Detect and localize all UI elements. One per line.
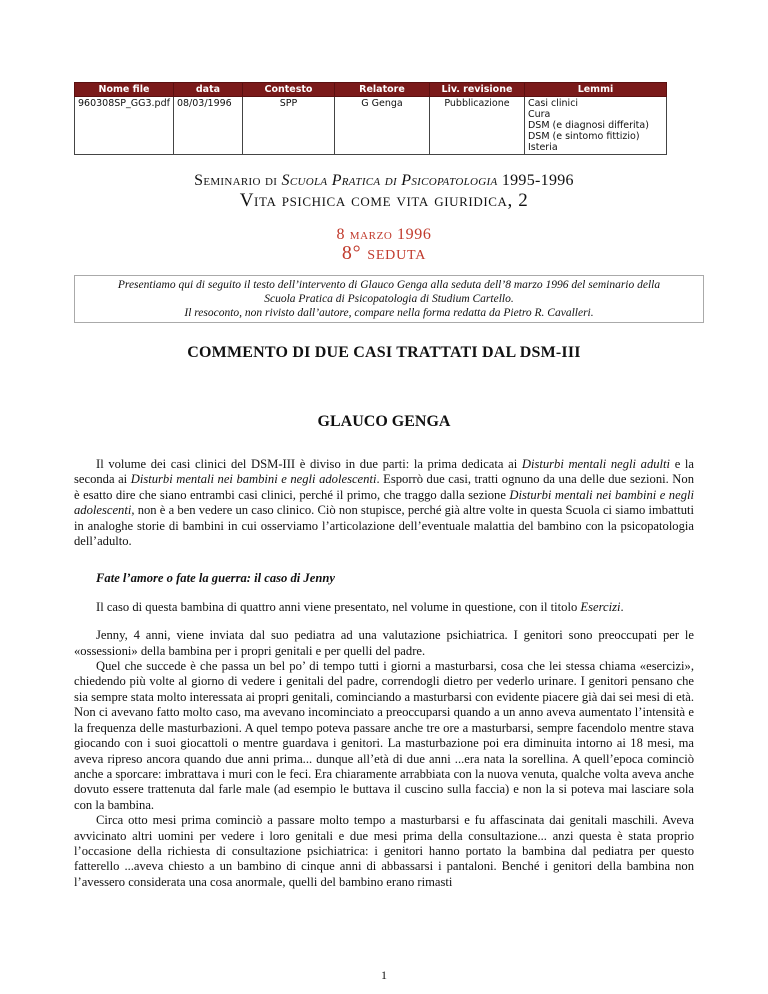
lemma-item: DSM (e diagnosi differita)	[527, 120, 649, 131]
value-data: 08/03/1996	[173, 97, 242, 155]
paragraph: Circa otto mesi prima cominciò a passare molto tempo a masturbarsi e fu affascinata dai genitali maschili. Aveva avvicinato altri uomini per vedere i loro genitali e due mesi prima della consultazione... anzi questa è stata proprio l’occasione della richiesta di consultazione psichiatrica: i genitori hanno portato la bambina dal pediatra per questo fatterello ...aveva chiesto a un bambino di cinque anni di abbassarsi i pantaloni. Benché i genitori della bambina non l’avessero considerata una cosa anormale, quelli del bambino erano rimasti	[74, 813, 694, 889]
intro-line: Scuola Pratica di Psicopatologia di Studium Cartello.	[264, 293, 514, 305]
text-run: e la seconda ai	[74, 457, 694, 487]
lemma-item: Isteria	[527, 142, 558, 153]
intro-line: Presentiamo qui di seguito il testo dell’intervento di Glauco Genga alla seduta dell’8 marzo 1996 del seminario della	[117, 279, 661, 291]
header-nome-file: Nome file	[75, 83, 174, 97]
header-revisione: Liv. revisione	[429, 83, 524, 97]
value-lemmi	[524, 97, 666, 155]
intro-line: Il resoconto, non rivisto dall’autore, compare nella forma redatta da Pietro R. Cavalleri.	[184, 307, 594, 319]
session-date: 8 marzo 1996	[336, 226, 432, 243]
header-contesto: Contesto	[242, 83, 334, 97]
paragraph	[74, 600, 694, 615]
value-relatore: G Genga	[334, 97, 429, 155]
intro-box	[74, 275, 704, 323]
value-revisione: Pubblicazione	[429, 97, 524, 155]
paragraph	[74, 457, 694, 549]
seminar-years: 1995-1996	[497, 172, 574, 189]
lemma-item: DSM (e sintomo fittizio)	[527, 131, 640, 142]
lemma-item: Casi clinici	[527, 98, 579, 109]
italic-run: Disturbi mentali nei bambini e negli adolescenti	[74, 487, 694, 518]
italic-run: Disturbi mentali negli adulti	[521, 457, 671, 471]
document-author: GLAUCO GENGA	[317, 413, 451, 430]
header-data: data	[173, 83, 242, 97]
section-heading: Fate l’amore o fate la guerra: il caso di Jenny	[96, 571, 335, 586]
session-number: 8° seduta	[341, 242, 427, 264]
text-run: , non è a ben vedere un caso clinico. Ciò non stupisce, perché già altre volte in questa Scuola ci siamo imbattuti in analoghe storie di bambini in cui osserviamo l’articolazione dell’eventuale malattia del bambino con la psicopatologia dell’adulto.	[74, 503, 694, 549]
seminar-prefix: Seminario di	[194, 172, 282, 189]
metadata-header-row	[75, 83, 667, 97]
text-run: Il volume dei casi clinici del DSM-III è diviso in due parti: la prima dedicata ai	[96, 457, 522, 471]
metadata-value-row	[75, 97, 667, 155]
header-relatore: Relatore	[334, 83, 429, 97]
paragraph: Jenny, 4 anni, viene inviata dal suo pediatra ad una valutazione psichiatrica. I genitori sono preoccupati per le «ossessioni» della bambina per i propri genitali e per quelli del padre.	[74, 628, 694, 658]
value-nome-file: 960308SP_GG3.pdf	[75, 97, 174, 155]
seminar-subtitle: Vita psichica come vita giuridica, 2	[239, 190, 529, 211]
text-run: Il caso di questa bambina di quattro anni viene presentato, nel volume in questione, con il titolo	[96, 599, 581, 614]
page-number: 1	[381, 968, 387, 982]
seminar-school: Scuola Pratica di Psicopatologia	[281, 172, 498, 189]
lemma-item: Cura	[527, 109, 551, 120]
italic-run: Disturbi mentali nei bambini e negli adolescenti	[130, 472, 377, 487]
body-text	[74, 457, 694, 890]
metadata-table	[74, 82, 667, 155]
paragraph: Quel che succede è che passa un bel po’ di tempo tutti i giorni a masturbarsi, cosa che lei stessa chiama «esercizi», chiedendo più volte al giorno di vedere i genitali del padre, correndogli dietro per vederlo urinare. I genitori pensano che sia sempre stata molto interessata ai propri genitali, cominciando a masturbarsi con evidente piacere già dai sei mesi di età. Non ci avevano fatto molto caso, ma avevano incominciato a preoccuparsi quando a un anno aveva aumentato l’intensità e la frequenza delle masturbazioni. A quel tempo poteva passare anche tre ore a masturbarsi, sempre facendolo mentre stava giocando con i suoi giocattoli o mentre guardava i genitori. La masturbazione poi era diminuita intorno ai 18 mesi, ma aveva ripreso ancora quando due anni prima... dunque all’età di due anni ...era nata la sorellina. A quell’epoca cominciò anche a sporcare: imbrattava i muri con le feci. Era chiaramente arrabbiata con la nuova venuta, qualche volta aveva anche dovuto essere trattenuta dal farle male (ad esempio le buttava il cuscino sulla faccia) e non la si poteva mai lasciare sola con la bambina.	[74, 659, 694, 812]
text-run: .	[620, 599, 624, 614]
value-contesto: SPP	[242, 97, 334, 155]
document-title: COMMENTO DI DUE CASI TRATTATI DAL DSM-III	[187, 344, 581, 361]
seminar-heading	[0, 172, 768, 190]
text-run: . Esporrò due casi, tratti ognuno da una delle due sezioni. Non è esatto dire che siano entrambi casi clinici, perché il primo, che traggo dalla sezione	[74, 472, 694, 502]
italic-run: Esercizi	[580, 599, 621, 614]
header-lemmi: Lemmi	[524, 83, 666, 97]
